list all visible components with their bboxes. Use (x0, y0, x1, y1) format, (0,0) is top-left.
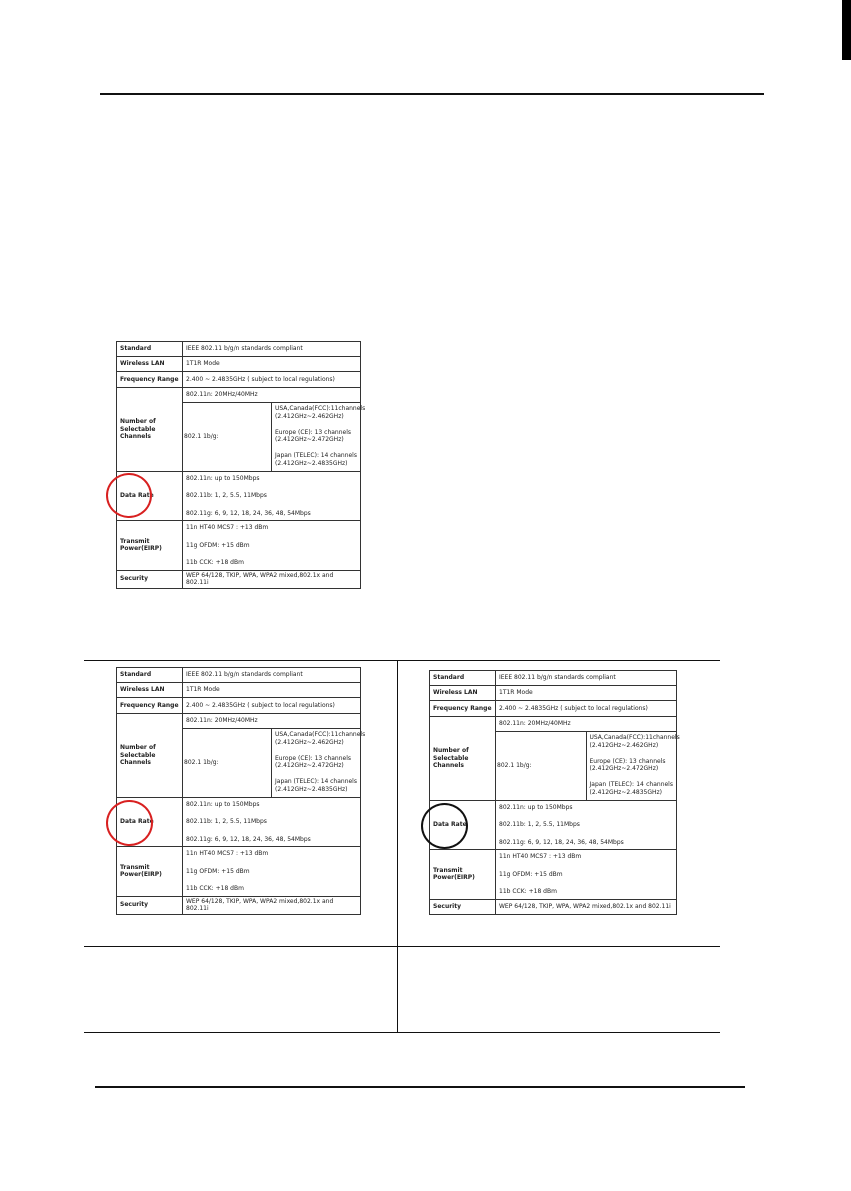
frequency-value: 2.400 ~ 2.4835GHz ( subject to local regulations) (183, 698, 361, 714)
data-rate-highlight-circle-right (421, 803, 468, 849)
usa-line: USA, Canada (FCC):11 channels (275, 730, 366, 738)
power-11g: 11g OFDM: +15 dBm (186, 541, 250, 549)
channels-label: Number of Selectable Channels (430, 717, 496, 801)
power-11n: 11n HT40 MCS7 : +13 dBm (499, 853, 582, 860)
power-11b: 11b CCK: +18 dBm (186, 559, 244, 566)
grid-bottom-rule (84, 1032, 720, 1033)
rate-11b: 802.11b: 1, 2, 5.5, 11Mbps (499, 821, 580, 828)
spec-table-top (116, 341, 366, 589)
channels-sub-label: 802.1 1b/g: (183, 402, 272, 471)
datarate-label: Data Rate (117, 797, 183, 847)
usa-line: USA, Canada (FCC):11 channels (589, 733, 680, 741)
europe-line: Europe (CE): 13 channels (2.412GHz~2.472GHz) (275, 428, 352, 443)
standard-value: IEEE 802.11 b/g/n standards compliant (183, 342, 361, 357)
standard-value: IEEE 802.11 b/g/n standards compliant (496, 671, 677, 686)
japan-range: (2.412GHz~2.4835GHz) (589, 789, 663, 796)
header-rule (100, 93, 764, 95)
security-label: Security (117, 570, 183, 588)
japan-range: (2.412GHz~2.4835GHz) (275, 786, 348, 793)
power-11n: 11n HT40 MCS7 : +13 dBm (186, 524, 269, 531)
standard-label: Standard (117, 668, 183, 683)
spec-table-left (116, 667, 366, 915)
channels-sub-label: 802.1 1b/g: (496, 731, 586, 800)
japan-line: Japan (TELEC): 14 channels (275, 777, 357, 785)
wireless-value: 1T1R Mode (183, 683, 361, 698)
channels-sub-label: 802.1 1b/g: (183, 728, 272, 797)
standard-value: IEEE 802.11 b/g/n standards compliant (183, 668, 361, 683)
rate-11g: 802.11g: 6, 9, 12, 18, 24, 36, 48, 54Mbps (499, 838, 624, 846)
rate-11b: 802.11b: 1, 2, 5.5, 11Mbps (186, 492, 267, 499)
data-rate-highlight-circle-left (106, 800, 153, 846)
frequency-value: 2.400 ~ 2.4835GHz ( subject to local regulations) (496, 701, 677, 717)
rate-11g: 802.11g: 6, 9, 12, 18, 24, 36, 48, 54Mbps (186, 835, 311, 843)
japan-range: (2.412GHz~2.4835GHz) (275, 460, 348, 467)
frequency-value: 2.400 ~ 2.4835GHz ( subject to local regulations) (183, 372, 361, 388)
power-11g: 11g OFDM: +15 dBm (186, 867, 250, 875)
power-11b: 11b CCK: +18 dBm (186, 885, 244, 892)
frequency-label: Frequency Range (117, 698, 183, 714)
spec-table-right (429, 670, 680, 915)
grid-divider (397, 660, 398, 1032)
power-11n: 11n HT40 MCS7 : +13 dBm (186, 850, 269, 857)
power-11g: 11g OFDM: +15 dBm (499, 870, 563, 878)
channels-11n: 802.11n: 20MHz/40MHz (183, 714, 360, 728)
wireless-label: Wireless LAN (117, 683, 183, 698)
europe-line: Europe (CE): 13 channels (2.412GHz~2.472GHz) (589, 757, 666, 772)
wireless-value: 1T1R Mode (183, 357, 361, 372)
channels-11n: 802.11n: 20MHz/40MHz (183, 388, 360, 402)
standard-label: Standard (117, 342, 183, 357)
security-value: WEP 64/128, TKIP, WPA, WPA2 mixed,802.1x and 802.11i (183, 570, 361, 588)
security-value: WEP 64/128, TKIP, WPA, WPA2 mixed,802.1x and 802.11i (183, 896, 361, 914)
wireless-label: Wireless LAN (117, 357, 183, 372)
power-11b: 11b CCK: +18 dBm (499, 888, 557, 895)
datarate-label: Data Rate (117, 471, 183, 521)
rate-11g: 802.11g: 6, 9, 12, 18, 24, 36, 48, 54Mbps (186, 509, 311, 517)
frequency-label: Frequency Range (430, 701, 496, 717)
grid-mid-rule (84, 946, 720, 947)
security-label: Security (117, 896, 183, 914)
japan-line: Japan (TELEC): 14 channels (589, 780, 673, 788)
usa-range: (2.412GHz~2.462GHz) (275, 413, 344, 420)
power-label: Transmit Power(EIRP) (117, 521, 183, 571)
channels-label: Number of Selectable Channels (117, 714, 183, 798)
channels-11n: 802.11n: 20MHz/40MHz (496, 717, 676, 731)
rate-11b: 802.11b: 1, 2, 5.5, 11Mbps (186, 818, 267, 825)
rate-11n: 802.11n: up to 150Mbps (186, 474, 260, 482)
rate-11n: 802.11n: up to 150Mbps (186, 800, 260, 808)
footer-rule (95, 1086, 745, 1088)
security-label: Security (430, 899, 496, 914)
frequency-label: Frequency Range (117, 372, 183, 388)
grid-top-rule (84, 660, 720, 661)
usa-range: (2.412GHz~2.462GHz) (275, 739, 344, 746)
japan-line: Japan (TELEC): 14 channels (275, 451, 357, 459)
rate-11n: 802.11n: up to 150Mbps (499, 803, 573, 811)
security-value: WEP 64/128, TKIP, WPA, WPA2 mixed,802.1x and 802.11i (496, 899, 677, 914)
usa-range: (2.412GHz~2.462GHz) (589, 742, 659, 749)
wireless-label: Wireless LAN (430, 686, 496, 701)
data-rate-highlight-circle (106, 473, 152, 518)
power-label: Transmit Power(EIRP) (430, 850, 496, 900)
standard-label: Standard (430, 671, 496, 686)
usa-line: USA, Canada (FCC):11 channels (275, 404, 366, 412)
channels-label: Number of Selectable Channels (117, 388, 183, 472)
page-edge-mark (842, 0, 851, 60)
europe-line: Europe (CE): 13 channels (2.412GHz~2.472GHz) (275, 754, 352, 769)
power-label: Transmit Power(EIRP) (117, 847, 183, 897)
wireless-value: 1T1R Mode (496, 686, 677, 701)
datarate-label: Data Rate (430, 800, 496, 850)
